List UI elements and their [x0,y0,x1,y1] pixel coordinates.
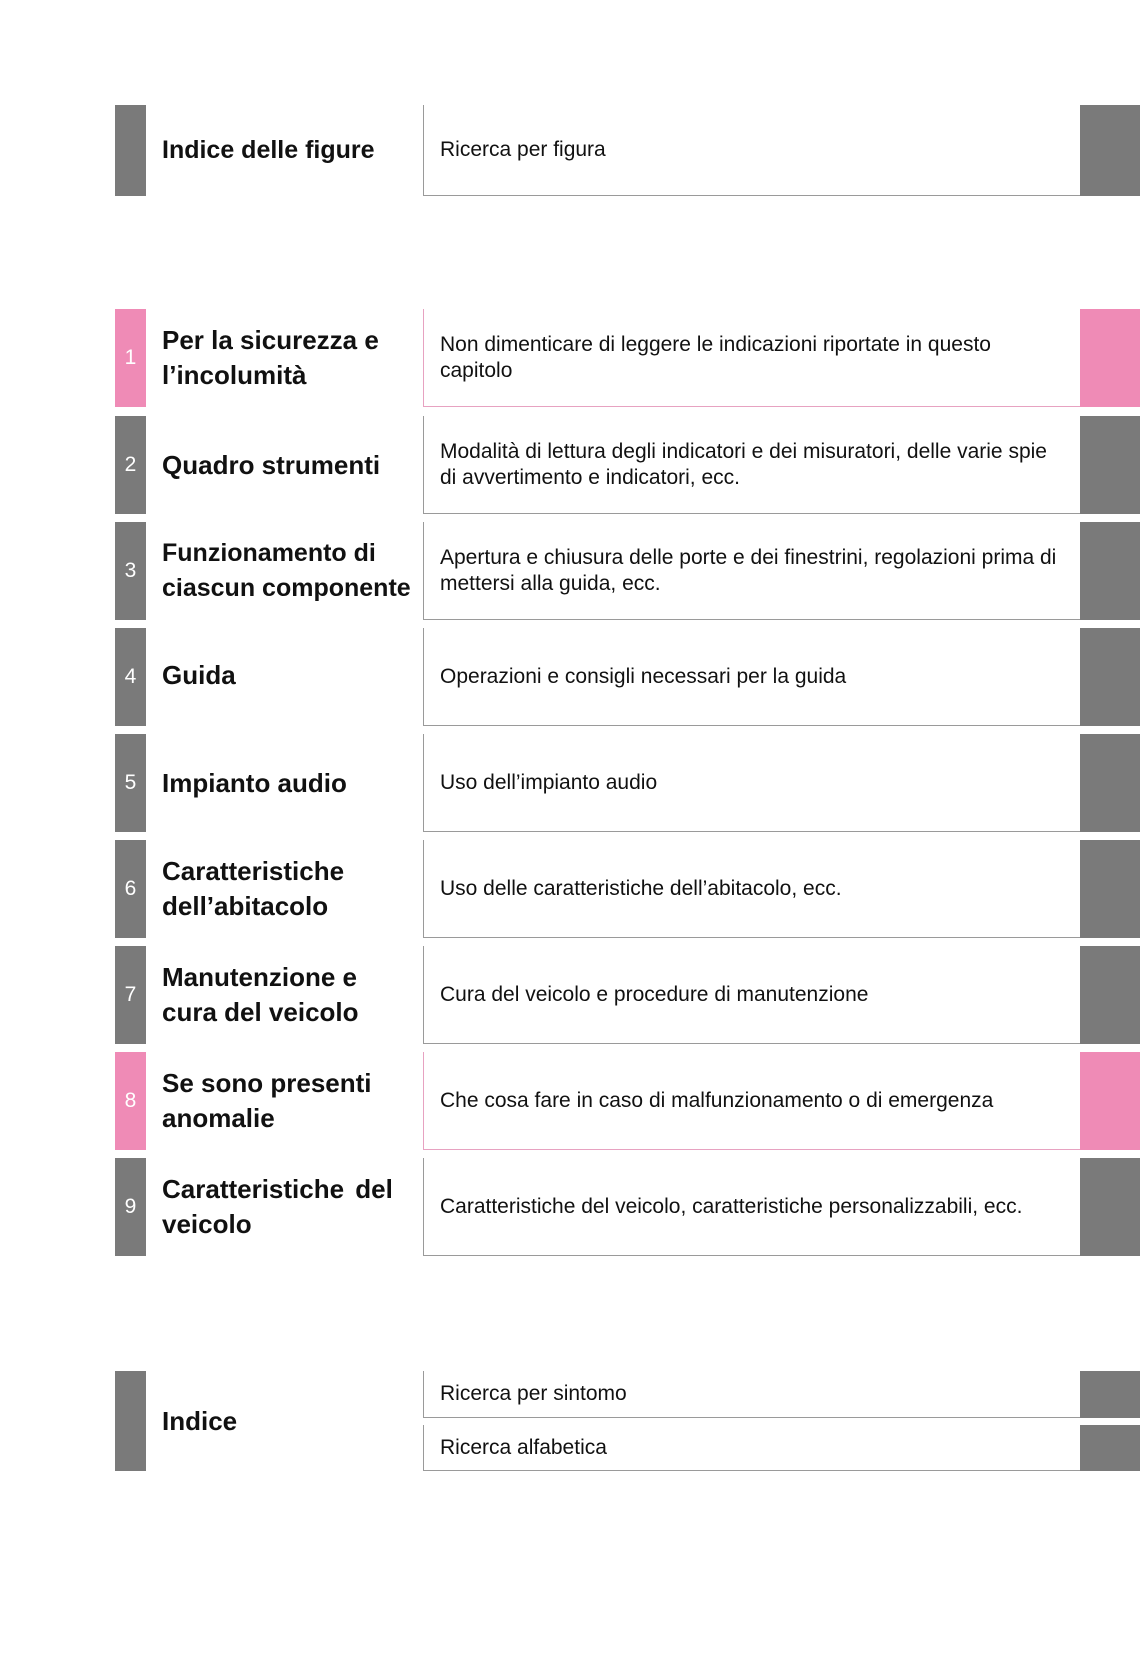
chapter-right-tab [1080,946,1140,1044]
chapter-title: Per la sicurezza e l’incolumità [162,325,379,390]
chapter-right-tab [1080,1158,1140,1256]
chapter-number: 5 [115,734,146,832]
chapter-row-9[interactable] [0,1158,1142,1256]
figure-index-left-tab [115,105,146,196]
index-row [0,1371,1142,1471]
chapter-number: 4 [115,628,146,726]
chapter-title: Manutenzione e cura del veicolo [162,962,359,1027]
chapter-right-tab [1080,1052,1140,1150]
chapter-number: 7 [115,946,146,1044]
chapter-row-6[interactable] [0,840,1142,938]
chapter-row-4[interactable] [0,628,1142,726]
figure-index-right-tab [1080,105,1140,196]
chapter-row-7[interactable] [0,946,1142,1044]
index-item-label: Ricerca alfabetica [423,1425,1080,1471]
chapter-row-2[interactable] [0,416,1142,514]
chapter-title: Caratteristiche del veicolo [162,1174,393,1239]
chapter-title: Se sono presenti anomalie [162,1068,372,1133]
chapter-row-5[interactable] [0,734,1142,832]
chapter-description: Apertura e chiusura delle porte e dei finestrini, regolazioni prima di mettersi alla guida, ecc. [423,522,1080,620]
chapter-description: Non dimenticare di leggere le indicazioni riportate in questo capitolo [423,309,1080,407]
chapter-row-8[interactable] [0,1052,1142,1150]
chapter-title: Quadro strumenti [162,449,381,480]
index-item-label: Ricerca per sintomo [423,1371,1080,1418]
chapter-number: 1 [115,309,146,407]
chapter-description: Operazioni e consigli necessari per la guida [423,628,1080,726]
index-item-right-tab [1080,1425,1140,1471]
chapter-right-tab [1080,840,1140,938]
chapter-description: Uso dell’impianto audio [423,734,1080,832]
chapter-number: 6 [115,840,146,938]
chapter-description: Che cosa fare in caso di malfunzionamento o di emergenza [423,1052,1080,1150]
index-item-symptom[interactable] [0,1371,1142,1418]
chapter-number: 3 [115,522,146,620]
chapter-description: Cura del veicolo e procedure di manutenzione [423,946,1080,1044]
chapter-right-tab [1080,522,1140,620]
chapter-row-3[interactable] [0,522,1142,620]
chapter-right-tab [1080,734,1140,832]
chapter-row-1[interactable] [0,309,1142,407]
chapter-title: Guida [162,660,236,690]
index-item-alphabetic[interactable] [0,1425,1142,1471]
figure-index-description: Ricerca per figura [423,105,1080,196]
chapter-right-tab [1080,628,1140,726]
figure-index-row[interactable] [0,105,1142,196]
chapter-description: Modalità di lettura degli indicatori e dei misuratori, delle varie spie di avvertimento e indicatori, ecc. [423,416,1080,514]
chapter-right-tab [1080,309,1140,407]
chapter-title: Impianto audio [162,767,347,798]
chapter-title: Funzionamento di ciascun componente [162,539,411,602]
index-item-right-tab [1080,1371,1140,1418]
chapter-number: 2 [115,416,146,514]
chapter-right-tab [1080,416,1140,514]
chapter-number: 8 [115,1052,146,1150]
chapter-description: Uso delle caratteristiche dell’abitacolo, ecc. [423,840,1080,938]
figure-index-title: Indice delle figure [162,136,375,164]
chapter-description: Caratteristiche del veicolo, caratteristiche personalizzabili, ecc. [423,1158,1080,1256]
chapter-number: 9 [115,1158,146,1256]
chapter-title: Caratteristiche dell’abitacolo [162,856,345,921]
index-title: Indice [162,1405,238,1436]
